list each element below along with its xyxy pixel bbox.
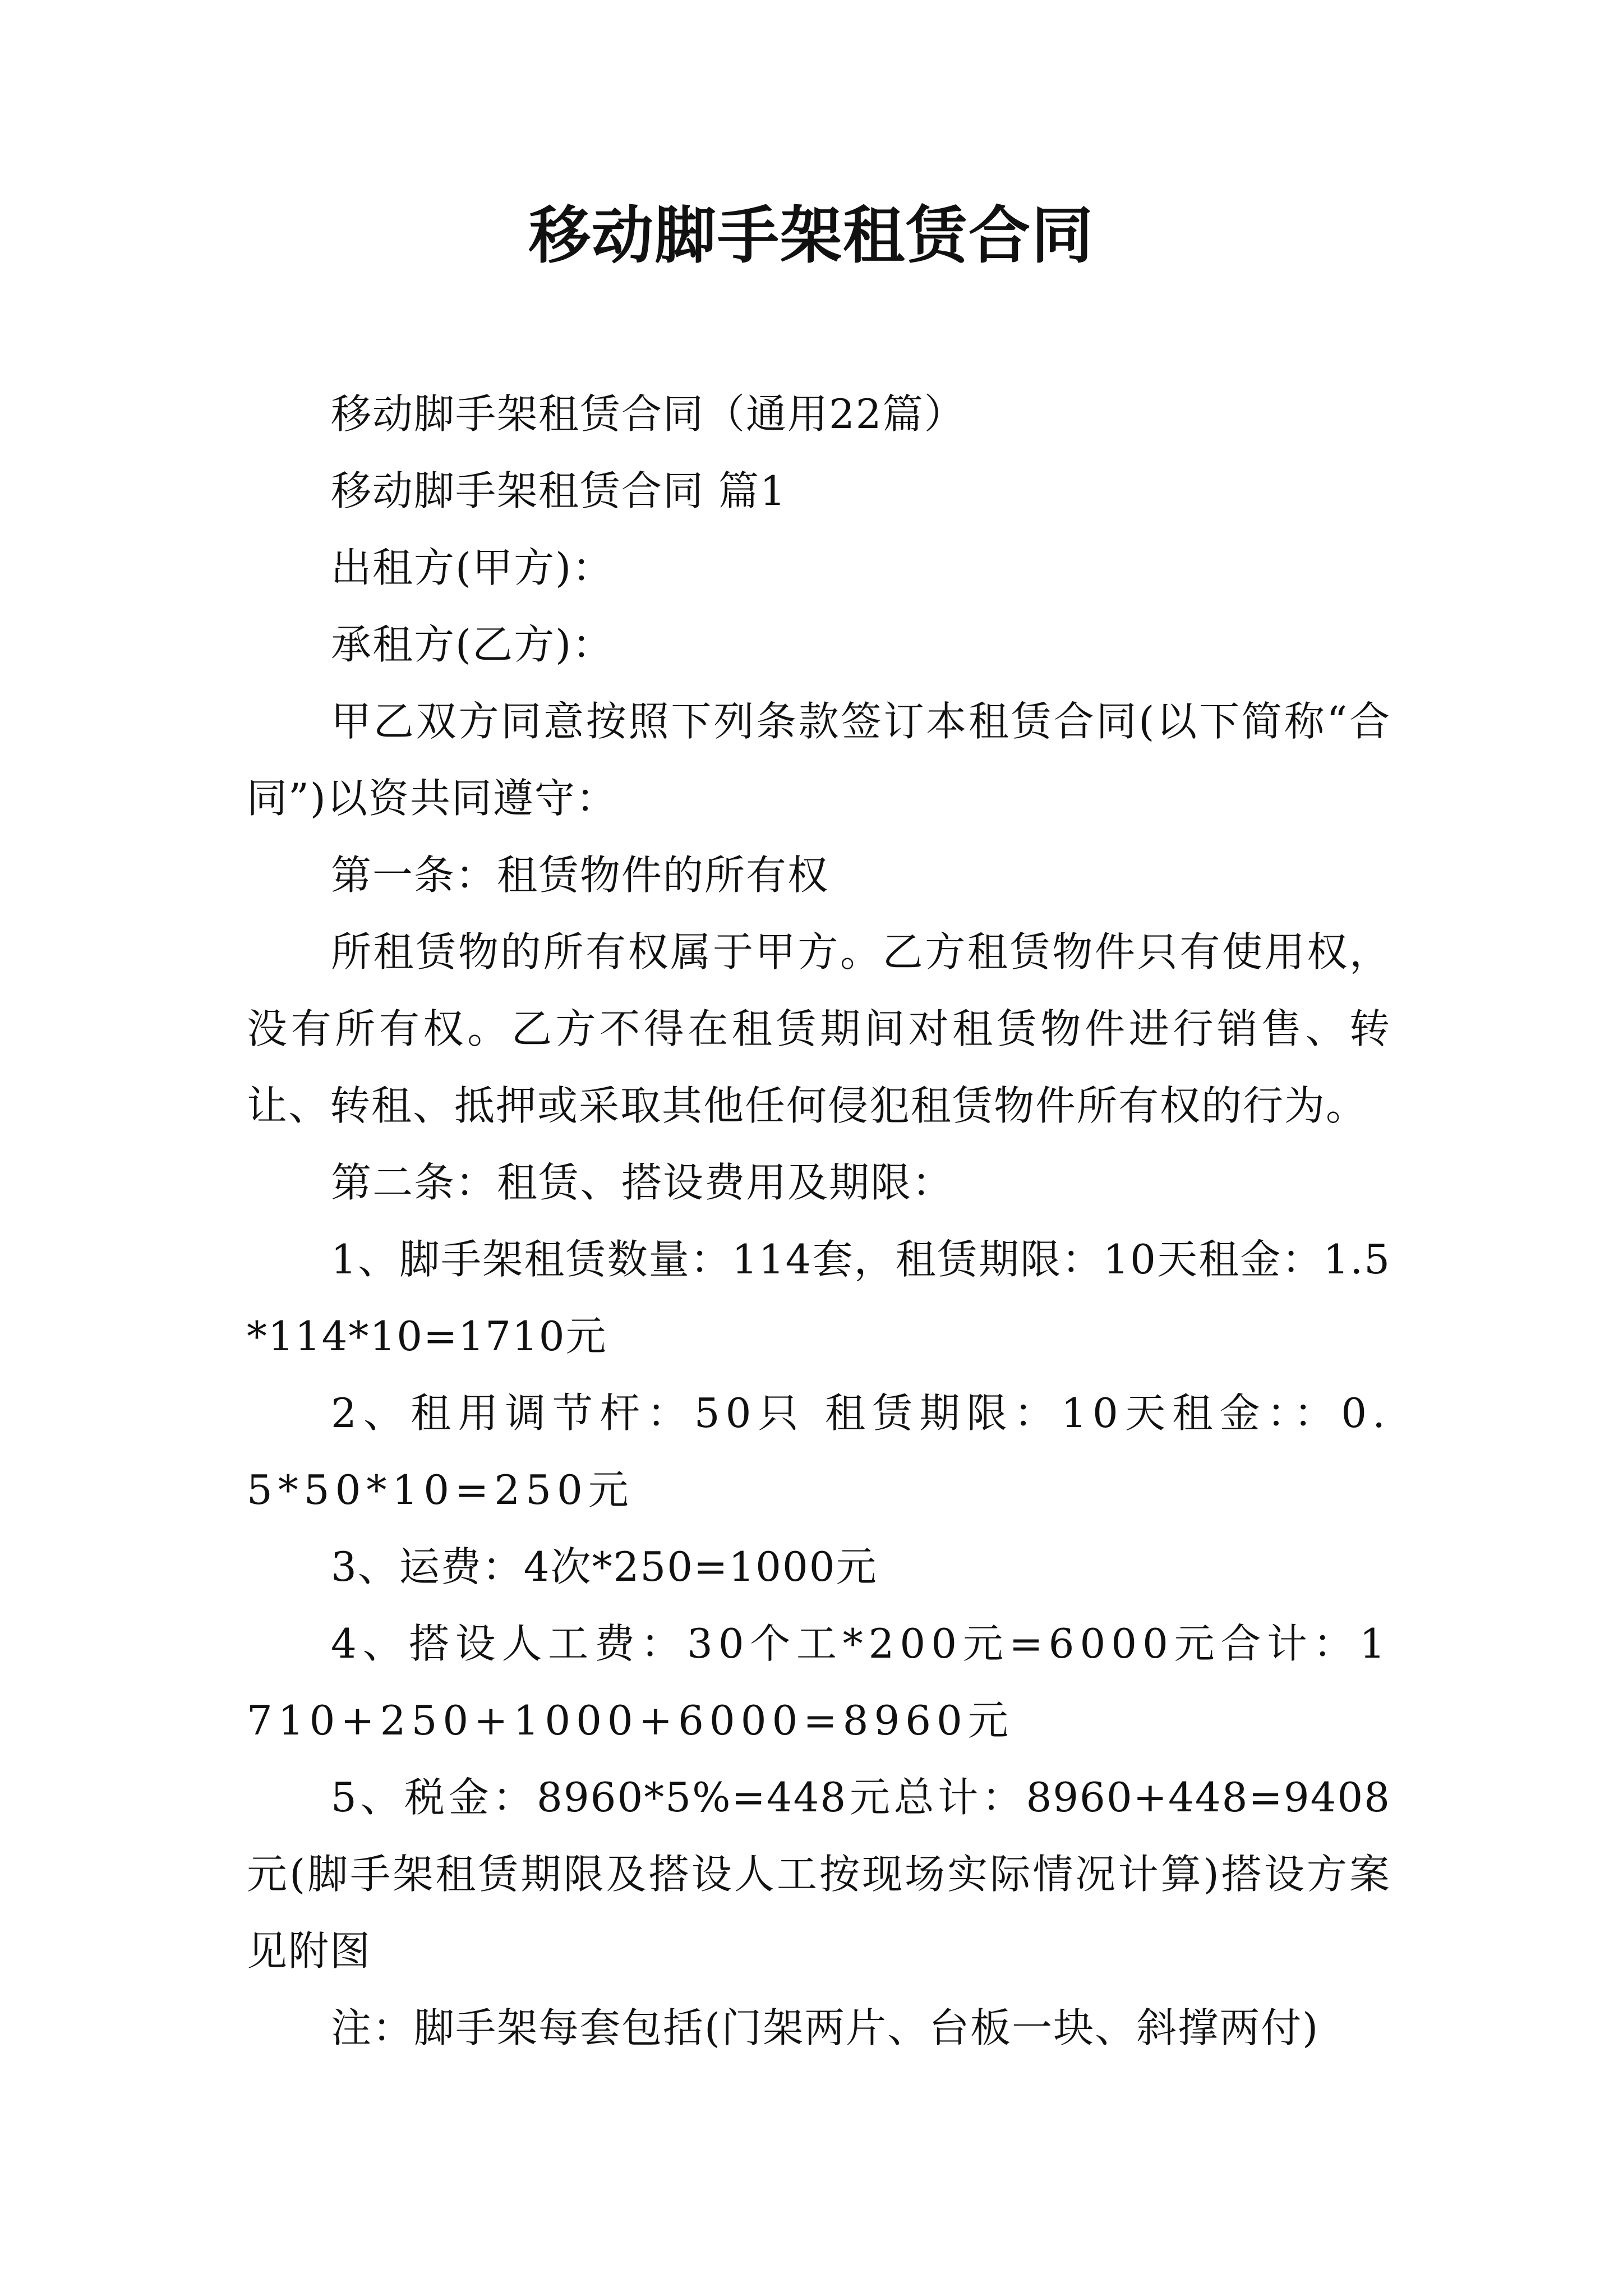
lessee-line: 承租方(乙方)： bbox=[331, 621, 614, 668]
article-two-heading: 第二条：租赁、搭设费用及期限： bbox=[331, 1159, 954, 1206]
agreement-paragraph: 甲乙双方同意按照下列条款签订本租赁合同(以下简称“合同”)以资共同遵守： bbox=[247, 698, 1391, 822]
document-body bbox=[247, 376, 1391, 2067]
ownership-paragraph: 所租赁物的所有权属于甲方。乙方租赁物件只有使用权，没有所有权。乙方不得在租赁期间对租赁物件进行销售、转让、转租、抵押或采取其他任何侵犯租赁物件所有权的行为。 bbox=[247, 928, 1391, 1129]
note-paragraph: 注：脚手架每套包括(门架两片、台板一块、斜撑两付) bbox=[331, 2004, 1320, 2051]
article-one-heading: 第一条：租赁物件的所有权 bbox=[331, 852, 829, 899]
document-title: 移动脚手架租赁合同 bbox=[529, 200, 1094, 272]
item-1-paragraph: 1、脚手架租赁数量：114套，租赁期限：10天租金：1.5*114*10=1710元 bbox=[247, 1236, 1391, 1360]
item-4-paragraph: 4、搭设人工费：30个工*200元=6000元合计：1710+250+1000+6000=8960元 bbox=[247, 1620, 1391, 1744]
item-5-paragraph: 5、税金：8960*5%=448元总计：8960+448=9408元(脚手架租赁期限及搭设人工按现场实际情况计算)搭设方案见附图 bbox=[247, 1774, 1391, 1975]
lessor-line: 出租方(甲方)： bbox=[331, 544, 614, 591]
item-2-paragraph: 2、租用调节杆：50只 租赁期限：10天租金：：0.5*50*10=250元 bbox=[247, 1389, 1391, 1513]
section-heading: 移动脚手架租赁合同 篇1 bbox=[331, 467, 787, 514]
subtitle-paragraph: 移动脚手架租赁合同（通用22篇） bbox=[331, 390, 966, 438]
item-3-paragraph: 3、运费：4次*250=1000元 bbox=[331, 1543, 878, 1590]
